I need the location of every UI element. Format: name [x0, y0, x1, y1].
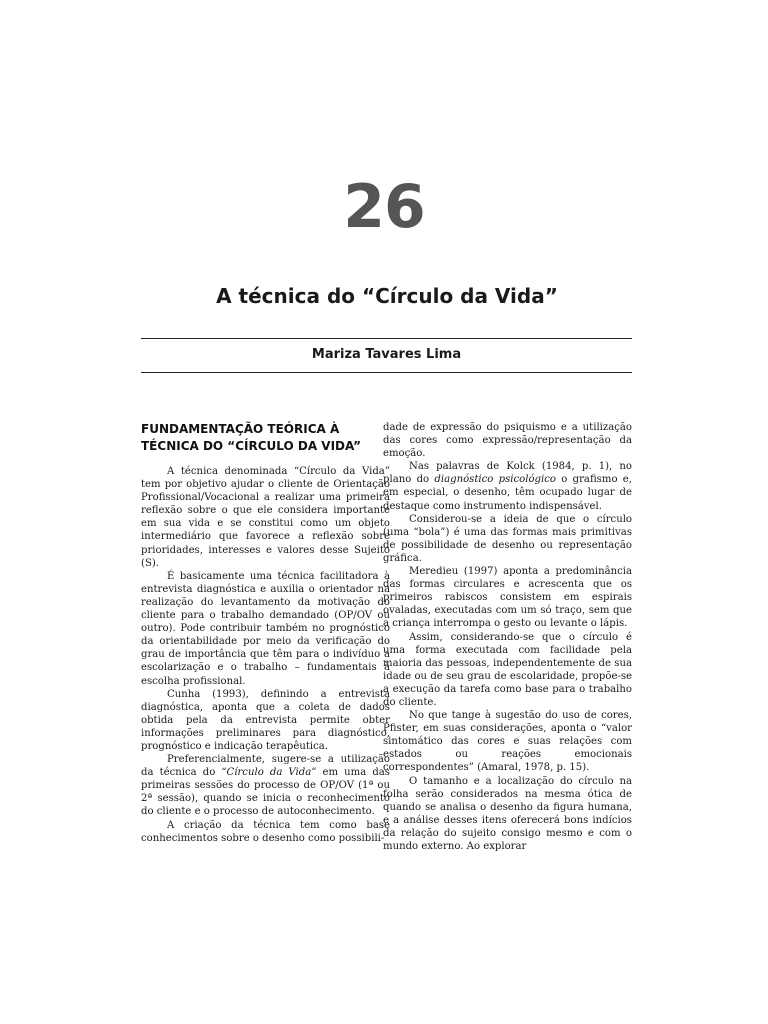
paragraph: [383, 460, 632, 512]
paragraph-text: Nas palavras de Kolck (1984, p. 1), no plano do: [383, 461, 632, 486]
section-heading: FUNDAMENTAÇÃO TEÓRICA À TÉCNICA DO “CÍRCULO DA VIDA”: [141, 422, 362, 453]
top-divider: [141, 338, 632, 339]
paragraph: É basicamente uma técnica facilitadora à entrevista diagnóstica e auxilia o orientador na realização do levantamento da motivação do cliente para o trabalho demandado (OP/OV ou outro). Pode contribuir também no prognóstico da orientabilidade por meio da verificação do grau de importância que têm para o indivíduo a escolarização e o trabalho – fundamentais à escolha profissional.: [141, 570, 390, 687]
author-name: Mariza Tavares Lima: [311, 347, 462, 362]
right-column: [383, 421, 632, 853]
paragraph: Assim, considerando-se que o círculo é uma forma executada com facilidade pela maioria das pessoas, independentemente de sua idade ou de seu grau de escolaridade, propõe-se a execução da tarefa como base para o trabalho do cliente.: [383, 631, 632, 708]
paragraph-text: Preferencialmente, sugere-se a utilização da técnica do: [141, 754, 390, 779]
paragraph: dade de expressão do psiquismo e a utilização das cores como expressão/representação da emoção.: [383, 422, 632, 460]
italic-term: diagnóstico psicológico: [434, 474, 556, 486]
paragraph: Considerou-se a ideia de que o círculo (uma “bola”) é uma das formas mais primitivas de possibilidade de desenho ou representação gráfica.: [383, 513, 632, 564]
paragraph: A criação da técnica tem como base conhecimentos sobre o desenho como possibili-: [141, 819, 390, 844]
bottom-divider: [141, 372, 632, 373]
paragraph: Meredieu (1997) aponta a predominância das formas circulares e acrescenta que os primeiros rabiscos consistem em espirais ovaladas, executadas com um só traço, sem que a criança interrompa o gesto ou levante o lápis.: [383, 566, 632, 630]
paragraph: [141, 753, 390, 818]
paragraph: A técnica denominada “Círculo da Vida” tem por objetivo ajudar o cliente de Orientação Profissional/Vocacional a realizar uma primeira reflexão sobre o que ele considera importante em sua vida e se constitui como um objeto intermediário que favorece a reflexão sobre prioridades, interesses e valores desse Sujeito (S).: [141, 466, 390, 569]
paragraph: No que tange à sugestão do uso de cores, Pfister, em suas considerações, aponta o “valor sintomático das cores e suas relações com estados ou reações emocionais correspondentes” (Amaral, 1978, p. 15).: [383, 710, 632, 774]
paragraph-text: o grafismo e, em especial, o desenho, têm ocupado lugar de destaque como instrumento indispensável.: [383, 474, 632, 512]
italic-term: “Círculo da Vida”: [221, 767, 317, 779]
paragraph-text: em uma das primeiras sessões do processo de OP/OV (1ª ou 2ª sessão), quando se inicia o reconhecimento do cliente e o processo de autoconhecimento.: [141, 767, 390, 818]
paragraph: O tamanho e a localização do círculo na folha serão considerados na mesma ótica de quando se analisa o desenho da figura humana, e a análise desses itens oferecerá bons indícios da relação do sujeito consigo mesmo e com o mundo externo. Ao explorar: [383, 775, 632, 852]
left-column: [141, 421, 390, 845]
paragraph: Cunha (1993), definindo a entrevista diagnóstica, aponta que a coleta de dados obtida pela da entrevista permite obter informações preliminares para diagnóstico, prognóstico e indicação terapêutica.: [141, 688, 390, 752]
chapter-title: A técnica do “Círculo da Vida”: [216, 284, 558, 308]
chapter-number: 26: [343, 172, 425, 242]
